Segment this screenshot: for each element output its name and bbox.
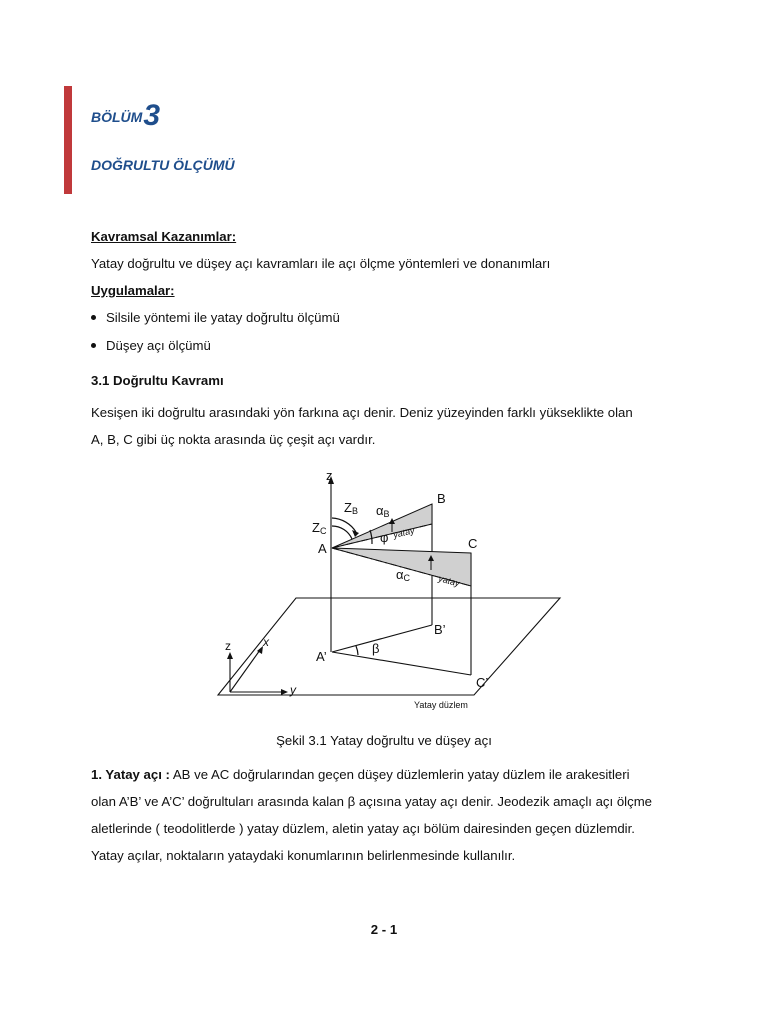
label-small-z: z: [225, 639, 231, 653]
line-a-prime-b-prime: [332, 625, 432, 652]
label-yatay-lower: yatay: [437, 573, 461, 589]
label-z-axis: z: [326, 468, 333, 483]
chapter-heading: [91, 96, 160, 130]
chapter-word: BÖLÜM: [91, 109, 143, 125]
definition-line-1: [91, 767, 630, 782]
section-heading: 3.1 Doğrultu Kavramı: [91, 373, 224, 388]
list-item-text: Silsile yöntemi ile yatay doğrultu ölçümü: [106, 310, 340, 325]
definition-line-3: aletlerinde ( teodolitlerde ) yatay düzlem, aletin yatay açı bölüm dairesinden geçen düzlemdir.: [91, 821, 635, 836]
figure-caption: Şekil 3.1 Yatay doğrultu ve düşey açı: [276, 733, 492, 748]
list-item-text: Düşey açı ölçümü: [106, 338, 211, 353]
intro-line-1: Kesişen iki doğrultu arasındaki yön farkına açı denir. Deniz yüzeyinden farklı yükseklikte olan: [91, 405, 633, 420]
label-point-b: B: [437, 491, 446, 506]
list-item: [91, 338, 211, 353]
intro-line-2: A, B, C gibi üç nokta arasında üç çeşit açı vardır.: [91, 432, 376, 447]
small-y-arrow-icon: [281, 689, 288, 695]
chapter-number: 3: [143, 99, 161, 132]
zenith-arc-c: [332, 526, 352, 539]
label-phi: φ: [380, 530, 389, 545]
bullet-icon: [91, 315, 96, 320]
label-point-a-prime: A’: [316, 649, 327, 664]
definition-line-4: Yatay açılar, noktaların yataydaki konumlarının belirlenmesinde kullanılır.: [91, 848, 516, 863]
small-z-arrow-icon: [227, 652, 233, 659]
label-zb: ZB: [344, 500, 358, 516]
label-yatay-upper: yatay: [392, 525, 416, 540]
label-plane: Yatay düzlem: [414, 700, 468, 710]
beta-arc: [356, 646, 358, 655]
bullet-icon: [91, 343, 96, 348]
chapter-accent-bar: [64, 86, 72, 194]
definition-term: 1. Yatay açı :: [91, 767, 170, 782]
list-item: [91, 310, 340, 325]
label-zc: ZC: [312, 520, 327, 536]
chapter-title: DOĞRULTU ÖLÇÜMÜ: [91, 157, 235, 173]
horizontal-angle-figure: [208, 462, 576, 712]
label-alpha-c: αC: [396, 567, 411, 583]
definition-line-1-text: AB ve AC doğrularından geçen düşey düzlemlerin yatay düzlem ile arakesitleri: [169, 767, 630, 782]
line-a-prime-c-prime: [332, 652, 471, 675]
small-x-axis: [230, 650, 260, 692]
outcomes-text: Yatay doğrultu ve düşey açı kavramları ile açı ölçme yöntemleri ve donanımları: [91, 256, 551, 271]
horizontal-plane: [218, 598, 560, 695]
label-point-c-prime: C’: [476, 675, 489, 690]
page-number: 2 - 1: [370, 922, 398, 937]
label-alpha-b: αB: [376, 503, 390, 519]
label-point-c: C: [468, 536, 478, 551]
label-point-a: A: [318, 541, 327, 556]
label-small-x: x: [263, 635, 269, 649]
label-small-y: y: [290, 683, 296, 697]
outcomes-heading: Kavramsal Kazanımlar:: [91, 229, 237, 244]
definition-line-2: olan A’B’ ve A’C’ doğrultuları arasında kalan β açısına yatay açı denir. Jeodezik amaçlı açı ölçme: [91, 794, 653, 809]
applications-heading: Uygulamalar:: [91, 283, 175, 298]
label-point-b-prime: B’: [434, 622, 446, 637]
label-beta: β: [372, 641, 380, 656]
